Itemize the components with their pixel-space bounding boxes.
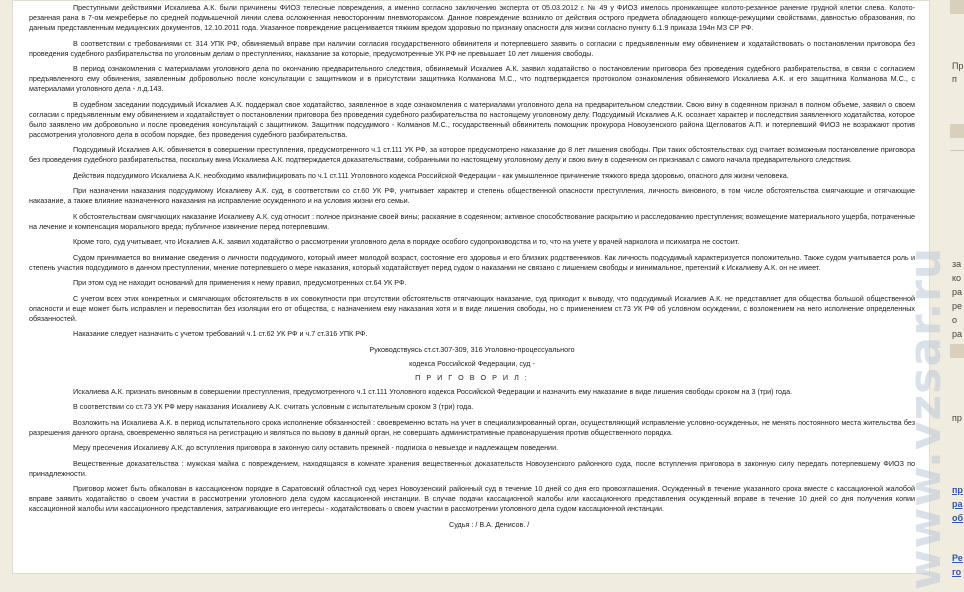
sidebar-link[interactable]: ра [952, 499, 963, 509]
paragraph: К обстоятельствам смягчающих наказание Искалиеву А.К. суд относит : полное признание своей вины; раскаяние в содеянном; активное способствование раскрытию и расследованию преступления; возмещение материального ущерба, потраченные на лечение и компенсация морального вреда; публичное извинение перед потерпевшим. [29, 211, 916, 231]
paragraph: Действия подсудимого Искалиева А.К. необходимо квалифицировать по ч.1 ст.111 Уголовного кодекса Российской Федерации - как умышленное причинение тяжкого вреда здоровью, опасного для жизни человека. [73, 170, 789, 180]
sidebar-snippet: за [952, 259, 962, 269]
verdict-paragraph: Приговор может быть обжалован в кассационном порядке в Саратовский областной суд через Новоузенский районный суд в течение 10 дней со дня его провозглашения. Осужденный в течение указанного срока вместе с кассационной жалобой вправе заявить ходатайство о своем участии в рассмотрении уголовного дела судом кассационной инстанции. В случае подачи кассационной жалобы или кассационного представления осужденный вправе в течение 10 дней со дня получения копии кассационной жалобы или кассационного представления, затрагивающие его интересы - ходатайствовать о своем участии в рассмотрении уголовного дела судом кассационной инстанции. [29, 484, 915, 513]
sidebar-block [950, 124, 964, 138]
verdict-paragraph: Вещественные доказательства : мужская майка с повреждением, находящаяся в комнате хранения вещественных доказательств Новоузенского районного суда, после вступления приговора в законную силу передать потерпевшему ФИОЗ по принадлежности. [29, 458, 915, 478]
paragraph: При этом суд не находит оснований для применения к нему правил, предусмотренных ст.64 УК РФ. [73, 278, 407, 287]
sidebar-divider [950, 150, 964, 151]
sidebar-snippet: п [952, 74, 957, 84]
sidebar-link[interactable]: пр [952, 485, 963, 495]
paragraph: Подсудимый Искалиев А.К. обвиняется в совершении преступления, предусмотренного ч.1 ст.111 УК РФ, за которое предусмотрено наказание до 8 лет лишения свободы. При таких обстоятельствах суд считает возможным постановление приговора без проведения судебного разбирательства, поскольку вина Искалиева А.К. подтверждается доказательствами, собранными по настоящему уголовному делу и свою вину в содеянном он признавал с самого начала предварительного следствия. [29, 145, 915, 164]
sidebar-snippet: ко [952, 273, 962, 283]
paragraph: В судебном заседании подсудимый Искалиев А.К. поддержал свое ходатайство, заявленное в ходе ознакомления с материалами уголовного дела на предварительном следствии. Свою вину в содеянном признал в полном объеме, заявил о своем согласии с предъявленным ему обвинением и ходатайствует о постановлении приговора без проведения судебного разбирательства по настоящему уголовному делу. Подсудимый Искалиев А.К. осознает характер и последствия заявленного ходатайства, которое было заявлено им добровольно и после проведения консультаций с защитником. Защитник подсудимого - Колманов М.С., государственный обвинитель помощник прокурора Новоузенского района Щегловатов А.П. и потерпевший ФИОЗ не возражают против рассмотрения уголовного дела в особом порядке, без проведения судебного разбирательства. [29, 99, 915, 139]
paragraph: При назначении наказания подсудимому Искалиеву А.К. суд, в соответствии со ст.60 УК РФ, учитывает характер и степень общественной опасности преступления, личность виновного, в том числе обстоятельства смягчающие и отягчающие наказание, а также влияние назначенного наказания на исправление осужденного и на условия жизни его семьи. [29, 186, 915, 205]
guided-line: кодекса Российской Федерации, суд - [409, 358, 535, 368]
sidebar-block [950, 0, 964, 14]
paragraph: Наказание следует назначить с учетом требований ч.1 ст.62 УК РФ и ч.7 ст.316 УПК РФ. [73, 329, 368, 338]
judge-signature: Судья : / В.А. Денисов. / [449, 519, 530, 529]
sidebar-link[interactable]: Ре [952, 553, 963, 563]
paragraph: Кроме того, суд учитывает, что Искалиев А.К. заявил ходатайство о рассмотрении уголовного дела в порядке особого судопроизводства и то, что на учете у врачей нарколога и психиатра не состоит. [73, 237, 740, 246]
document-body [12, 0, 930, 574]
verdict-paragraph: Искалиева А.К. признать виновным в совершении преступления, предусмотренного ч.1 ст.111 Уголовного кодекса Российской Федерации и назначить ему наказание в виде лишения свободы сроком на 3 (три) года. [73, 386, 793, 396]
sidebar-snippet: ра [952, 329, 963, 339]
verdict-heading: П Р И Г О В О Р И Л : [415, 372, 529, 382]
verdict-paragraph: Меру пресечения Искалиеву А.К. до вступления приговора в законную силу оставить прежней - подписка о невыезде и надлежащем поведении. [73, 443, 559, 452]
paragraph: В период ознакомления с материалами уголовного дела по окончанию предварительного следствия, обвиняемый Искалиев А.К. заявил ходатайство о постановлении приговора без проведения судебного разбирательства, в связи с согласием предъявленного ему обвинения, заявленным добровольно после консультации с защитником и в присутствии защитника Колманова М.С., что подтверждается протоколом ознакомления обвиняемого Искалиева А.К. и его защитника Колманова М.С., с материалами уголовного дела - л.д.143. [29, 64, 915, 93]
sidebar-block [950, 344, 964, 358]
sidebar-link[interactable]: го [952, 567, 962, 577]
sidebar-link[interactable]: об [952, 513, 964, 523]
paragraph: Судом принимается во внимание сведения о личности подсудимого, который имеет молодой возраст, состояние его здоровья и его близких родственников. Как личность подсудимый характеризуется положительно. Также судом учитывается роль и степень участия подсудимого в данном преступлении, мнение потерпевшего о мере наказания, который ходатайствует перед судом о наказании не связано с лишением свободы и минимальное, претензий к Искалиеву А.К. он не имеет. [29, 252, 915, 272]
site-watermark: www.vzsar.ru [900, 246, 951, 590]
sidebar-snippet: ре [952, 301, 963, 311]
sidebar-snippet: ра [952, 287, 963, 297]
verdict-paragraph: Возложить на Искалиева А.К. в период испытательного срока исполнение обязанностей : своевременно встать на учет в специализированный орган, осуществляющий исправление условно-осужденных, не менять постоянного места жительства без разрешения данного органа, своевременно являться на регистрацию и являться по вызову в данный орган, не совершать административные правонарушения против общественного порядка. [29, 417, 915, 437]
verdict-paragraph: В соответствии со ст.73 УК РФ меру наказания Искалиеву А.К. считать условным с испытательным сроком 3 (три) года. [73, 402, 474, 411]
sidebar-snippet: о [952, 315, 958, 325]
paragraph: В соответствии с требованиями ст. 314 УПК РФ, обвиняемый вправе при наличии согласия государственного обвинителя и потерпевшего заявить о согласии с предъявленным ему обвинением и ходатайствовать о постановлении приговора без проведения судебного разбирательства по уголовным делам о преступлениях, наказание за которые, предусмотренные УК РФ не превышает 10 лет лишения свободы. [29, 38, 915, 58]
paragraph: Преступными действиями Искалиева А.К. были причинены ФИОЗ телесные повреждения, а именно согласно заключению эксперта от 05.03.2012 г. № 49 у ФИОЗ имелось проникающее колото-резанное ранение грудной клетки слева. Колото-резанная рана в 7-ом межреберье по средней подмышечной линии слева осложненная невосторонним пневмотораксом. Данное повреждение возникло от действия острого предмета обладающего колюще-режущими свойствами, давностью образования, по данным представленным медицинских документов, 12.10.2011 года. Указанное повреждение расценивается тяжким вредом здоровью по признаку опасности для жизни согласно пункту 6.1.9 приказа 194н МЗ СР РФ. [29, 3, 915, 32]
right-sidebar [932, 0, 964, 592]
paragraph: С учетом всех этих конкретных и смягчающих обстоятельств в их совокупности при отсутствии обстоятельств отягчающих наказание, суд приходит к выводу, что подсудимый Искалиев А.К. не представляет для общества большой общественной опасности и еще может быть исправлен и перевоспитан без изоляции его от общества, с назначением ему наказания хотя и в виде лишения свободы, но с применением ст.73 УК РФ об условном осуждении, с возложением на него исполнение определенных обязанностей. [29, 293, 915, 323]
sidebar-snippet: Пр [952, 61, 964, 71]
sidebar-snippet: пр [952, 413, 962, 423]
guided-line: Руководствуясь ст.ст.307-309, 316 Уголовно-процессуального [369, 344, 575, 354]
